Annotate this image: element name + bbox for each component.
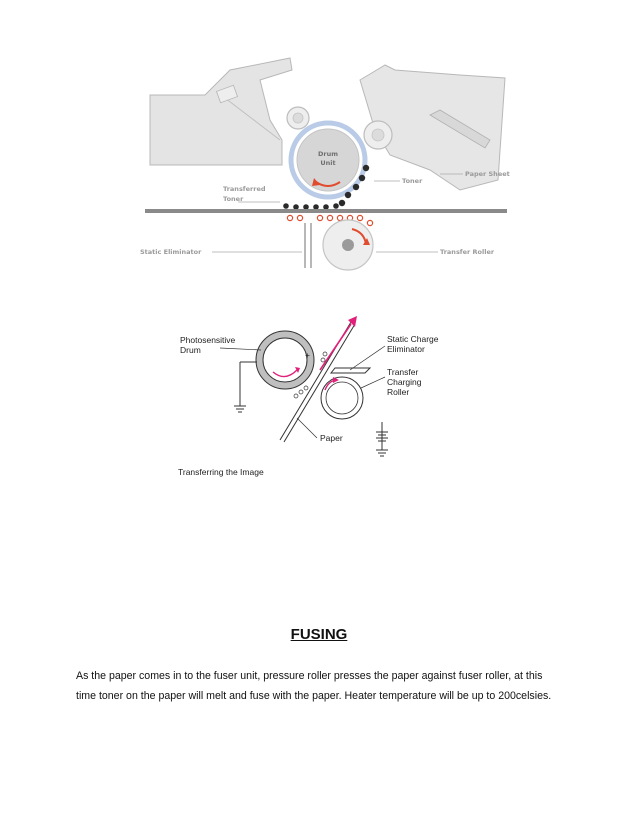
drum-unit-label: Drum	[317, 150, 339, 158]
transferred-toner-label: Transferred	[223, 185, 266, 193]
transfer-roller	[323, 220, 373, 270]
transferred-toner-label: Toner	[223, 195, 244, 203]
transfer-charging-roller-label: Roller	[387, 387, 410, 397]
transfer-charging-roller-label: Transfer	[387, 367, 419, 377]
section-heading: FUSING	[290, 626, 348, 643]
battery-ground-symbol	[376, 422, 388, 456]
paper-sheet	[145, 209, 507, 213]
static-eliminator	[305, 223, 311, 268]
svg-text:+: +	[305, 350, 310, 360]
paragraph-line: As the paper comes in to the fuser unit, pressure roller presses the paper against fuser roller, at this	[76, 670, 543, 682]
transfer-stage-diagram	[130, 40, 530, 280]
paragraph-line: time toner on the paper will melt and fuse with the paper. Heater temperature will be up to 200celsies.	[76, 690, 552, 702]
photosensitive-drum-label: Photosensitive	[180, 335, 236, 345]
drum-unit-label: Unit	[320, 159, 336, 167]
section-paragraph	[76, 666, 576, 706]
transfer-roller-label: Transfer Roller	[440, 248, 495, 256]
transferring-image-diagram	[165, 310, 465, 485]
static-eliminator-label: Static Eliminator	[140, 248, 202, 256]
static-charge-eliminator	[331, 368, 370, 373]
transfer-charging-roller-label: Charging	[387, 377, 422, 387]
toner-label: Toner	[402, 177, 423, 185]
figure-caption: Transferring the Image	[178, 467, 264, 477]
photosensitive-drum	[256, 331, 314, 389]
transferred-toner-dots	[283, 203, 339, 210]
paper-label: Paper	[320, 433, 343, 443]
ground-symbol	[234, 362, 257, 412]
static-charge-eliminator-label: Static Charge	[387, 334, 439, 344]
photosensitive-drum-label: Drum	[180, 345, 201, 355]
paper-sheet-label: Paper Sheet	[465, 170, 510, 178]
transfer-charging-roller	[321, 377, 363, 419]
static-charge-eliminator-label: Eliminator	[387, 344, 425, 354]
